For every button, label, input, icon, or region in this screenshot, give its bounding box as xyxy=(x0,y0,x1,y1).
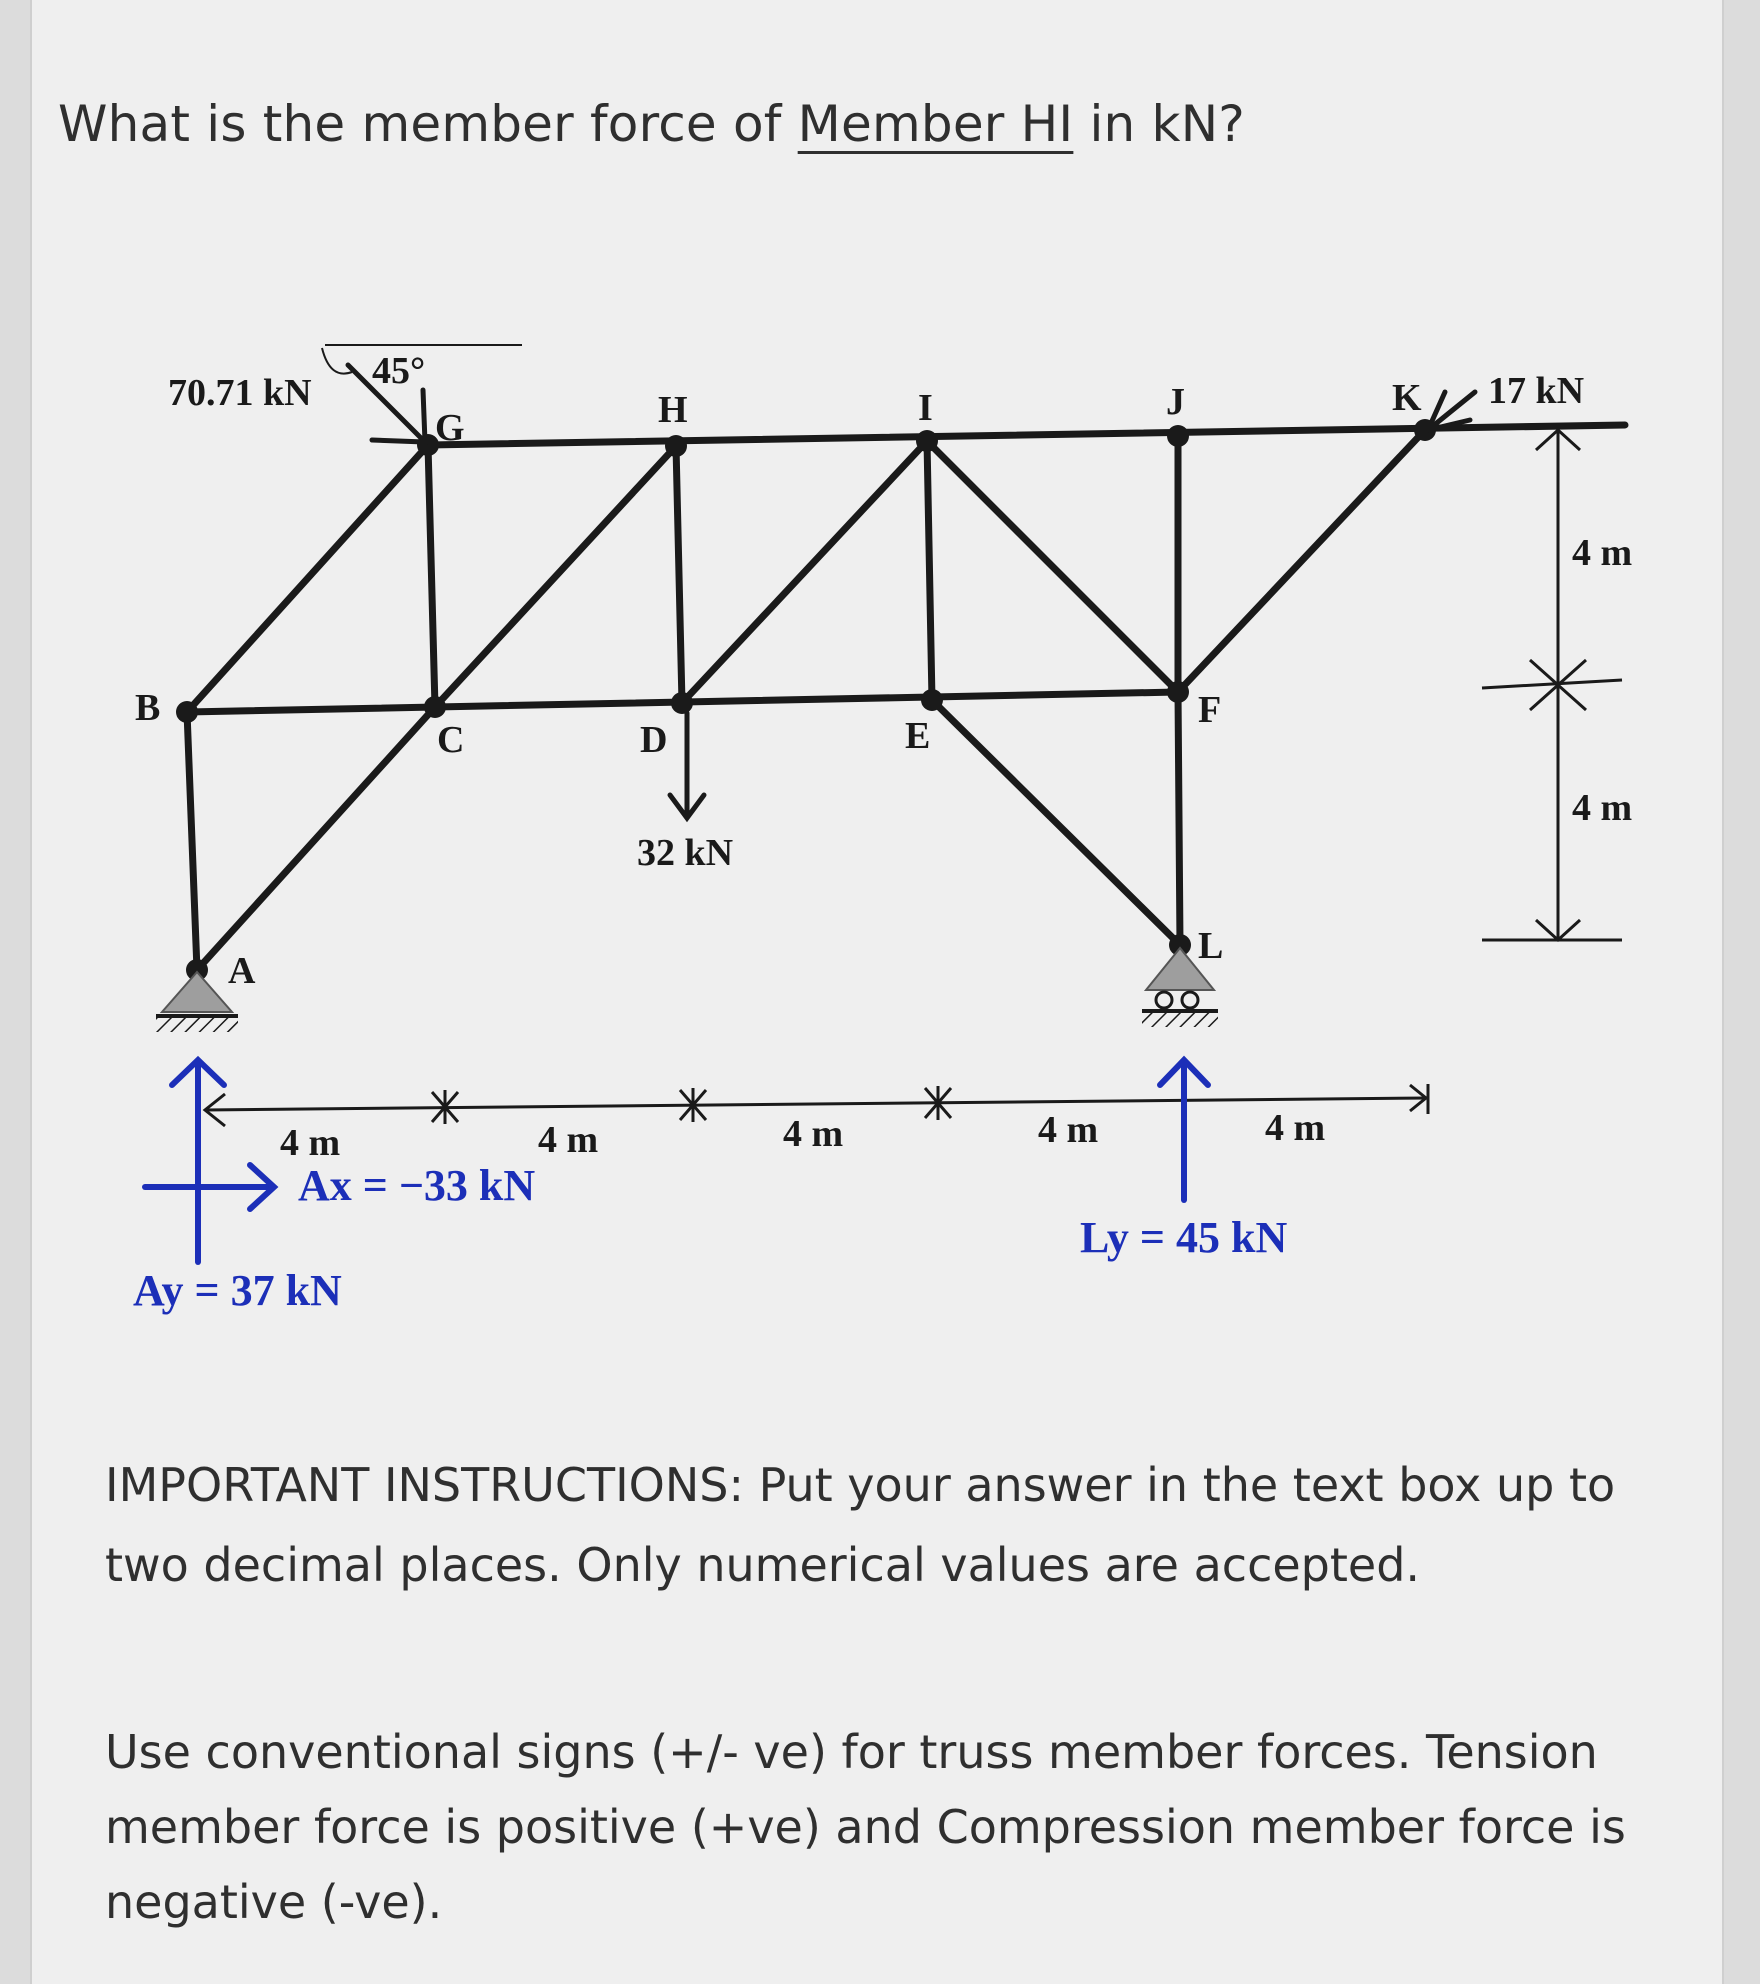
member-DI xyxy=(682,441,927,703)
joint-F xyxy=(1167,681,1189,703)
label-E: E xyxy=(905,715,931,757)
span-label-4: 4 m xyxy=(1038,1109,1099,1151)
member-AC xyxy=(197,707,435,970)
reaction-Ly-value: Ly = 45 kN xyxy=(1080,1213,1288,1262)
member-AB xyxy=(187,712,197,970)
load-G-angle: 45° xyxy=(372,350,426,392)
joint-J xyxy=(1167,425,1189,447)
member-HD xyxy=(676,446,682,703)
label-I: I xyxy=(918,387,933,429)
member-CH xyxy=(435,446,676,707)
label-D: D xyxy=(640,719,668,761)
load-G-angle-arc xyxy=(322,348,352,374)
joint-H xyxy=(665,435,687,457)
load-D-arrow xyxy=(670,713,704,818)
span-label-5: 4 m xyxy=(1265,1107,1326,1149)
label-A: A xyxy=(228,950,256,992)
joint-C xyxy=(424,696,446,718)
load-K-value: 17 kN xyxy=(1488,370,1585,412)
label-G: G xyxy=(435,407,465,449)
label-K: K xyxy=(1392,377,1422,419)
member-GC xyxy=(428,445,435,707)
load-G-value: 70.71 kN xyxy=(168,372,312,414)
reaction-Ax-value: Ax = −33 kN xyxy=(298,1161,536,1210)
label-J: J xyxy=(1166,381,1185,423)
height-label-1: 4 m xyxy=(1572,532,1633,574)
reaction-Ay-value: Ay = 37 kN xyxy=(133,1266,342,1315)
label-B: B xyxy=(135,687,161,729)
reaction-Ay-arrow xyxy=(172,1060,224,1262)
member-IE xyxy=(927,441,932,700)
question-member: Member HI xyxy=(797,95,1074,153)
member-FK xyxy=(1178,430,1425,692)
label-H: H xyxy=(658,389,688,431)
joint-D xyxy=(671,692,693,714)
label-C: C xyxy=(437,719,465,761)
height-label-2: 4 m xyxy=(1572,787,1633,829)
load-D-value: 32 kN xyxy=(637,832,734,874)
span-label-3: 4 m xyxy=(783,1113,844,1155)
member-IF xyxy=(927,441,1178,692)
label-L: L xyxy=(1198,925,1224,967)
member-BG xyxy=(187,445,428,712)
reaction-Ax-arrow xyxy=(145,1165,274,1209)
reaction-Ly-arrow xyxy=(1160,1060,1208,1200)
member-EL xyxy=(932,700,1180,945)
member-FL xyxy=(1178,692,1180,945)
important-instructions: IMPORTANT INSTRUCTIONS: Put your answer in the text box up to two decimal places. Only numerical values are accepted. xyxy=(105,1458,1616,1592)
question-suffix: in kN? xyxy=(1073,95,1246,153)
height-dimension-line xyxy=(1482,430,1622,940)
pin-support-A xyxy=(156,972,238,1032)
joint-I xyxy=(916,430,938,452)
label-F: F xyxy=(1198,689,1222,731)
sign-convention-instructions: Use conventional signs (+/- ve) for truss member forces. Tension member force is positive (+ve) and Compression member force is negative (-ve). xyxy=(105,1725,1626,1929)
span-label-1: 4 m xyxy=(280,1122,341,1164)
span-label-2: 4 m xyxy=(538,1119,599,1161)
truss-members xyxy=(187,425,1625,970)
joint-E xyxy=(921,689,943,711)
question-prefix: What is the member force of xyxy=(58,95,798,153)
joint-B xyxy=(176,701,198,723)
